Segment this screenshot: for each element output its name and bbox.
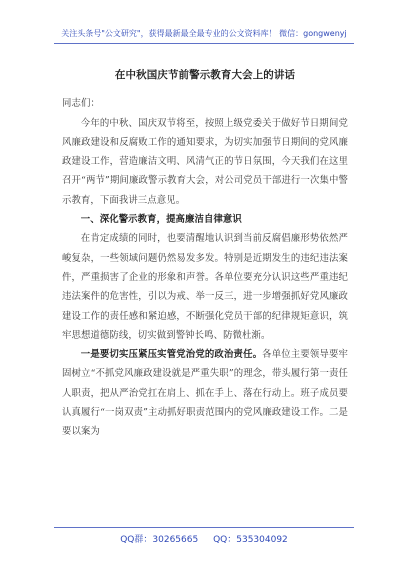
document-title: 在中秋国庆节前警示教育大会上的讲话 (114, 69, 296, 81)
section-heading-1: 一、深化警示教育，提高廉洁自律意识 (80, 214, 242, 226)
header-divider (54, 43, 354, 44)
intro-paragraph: 今年的中秋、国庆双节将至，按照上级党委关于做好节日期间党风廉政建设和反腐败工作的通知要求，为切实加强节日期间的党风廉政建设工作，营造廉洁文明、风清气正的节日氛围，今天我们在这里召开“两节”期间廉政警示教育大会，对公司党员干部进行一次集中警示教育，下面我讲三点意见。 (62, 117, 348, 206)
footer-divider (54, 527, 354, 528)
footer-qq: QQ：535304092 (213, 535, 288, 545)
salutation: 同志们： (62, 98, 100, 110)
point1-lead: 一是要切实压紧压实管党治党的政治责任。 (80, 349, 263, 361)
footer (0, 532, 408, 545)
point1-text: 各单位主要领导要牢固树立“不抓党风廉政建设就是严重失职”的理念，带头履行第一责任人职责，把从严治党扛在肩上、抓在手上、落在行动上。班子成员要认真履行“一岗双责”主动抓好职责范围内的党风廉政建设工作。二是要以案为 (62, 349, 348, 438)
section1-paragraph: 在肯定成绩的同时，也要清醒地认识到当前反腐倡廉形势依然严峻复杂，一些领域问题仍然易发多发。特别是近期发生的违纪违法案件，严重损害了企业的形象和声誉。各单位要充分认识这些严重违纪违法案件的危害性，引以为戒、举一反三，进一步增强抓好党风廉政建设工作的责任感和紧迫感，不断强化党员干部的纪律规矩意识，筑牢思想道德防线，切实做到警钟长鸣、防微杜渐。 (62, 233, 348, 341)
footer-qq-group: QQ群：30265665 (120, 535, 199, 545)
document-body (62, 66, 348, 442)
point1-paragraph (62, 345, 348, 441)
header-banner: 关注头条号"公文研究"，获得最新最全最专业的公文资料库！ 微信：gongwenyj (61, 29, 347, 38)
